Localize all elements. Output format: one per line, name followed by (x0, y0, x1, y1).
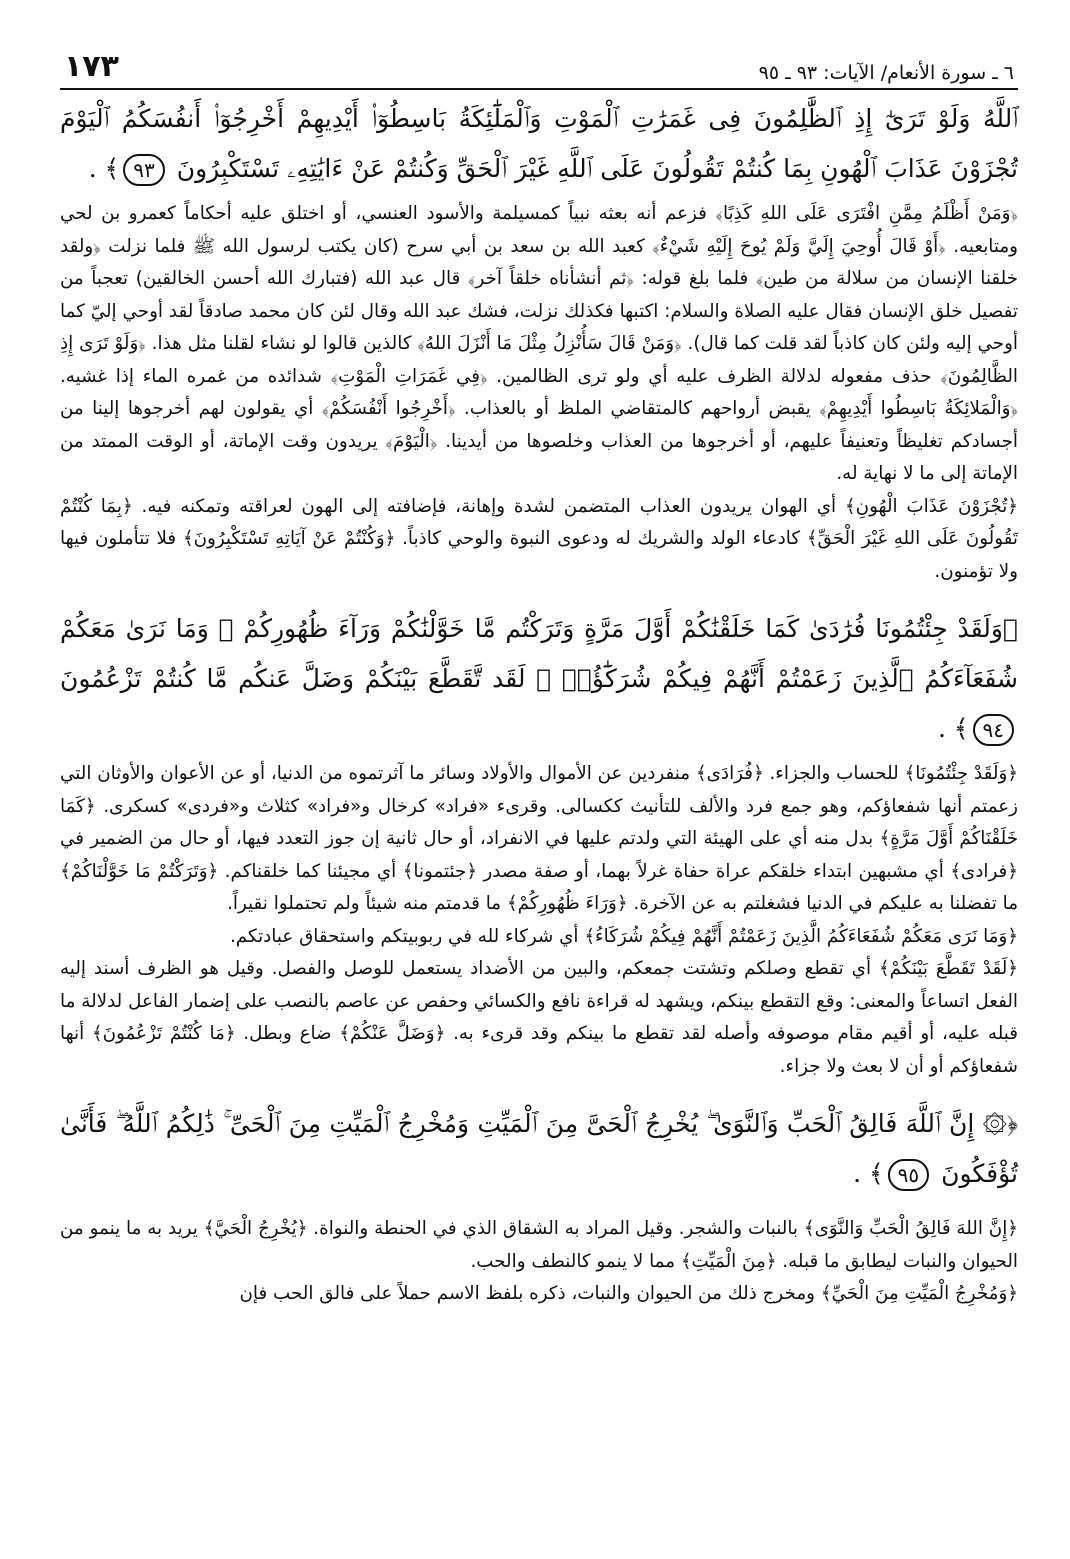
ayah-number: ٩٥ (888, 1159, 929, 1191)
page-number: ١٧٣ (64, 49, 119, 84)
commentary-paragraph: ﴿وَمُخْرِجُ الْمَيِّتِ مِنَ الْحَيِّ﴾ ومخرج ذلك من الحيوان والنبات، ذكره بلفظ الاسم حملاً على فالق الحب فإن (239, 1283, 1018, 1304)
ayah-number: ٩٣ (123, 154, 164, 186)
verse-94 (60, 604, 1018, 754)
verse-close: ﴾ . (88, 154, 120, 183)
commentary-paragraph: ﴿وَمَا نَرَى مَعَكُمْ شُفَعَاءَكُمُ الَّذِينَ زَعَمْتُمْ أَنَّهُمْ فِيكُمْ شُرَكَاءُ﴾ أي شركاء لله في ربوبيتكم واستحقاق عبادتكم. (230, 925, 1018, 947)
verse-close: ﴾ . (937, 714, 969, 743)
verse-text: ٱللَّهُ وَلَوْ تَرَىٰٓ إِذِ ٱلظَّٰلِمُونَ فِى غَمَرَٰتِ ٱلْمَوْتِ وَٱلْمَلَٰٓئِكَةُ بَاسِطُوٓا۟ أَيْدِيهِمْ أَخْرِجُوٓا۟ أَنفُسَكُمُ ٱلْيَوْمَ تُجْزَوْنَ عَذَابَ ٱلْهُونِ بِمَا كُنتُمْ تَقُولُونَ عَلَى ٱللَّهِ غَيْرَ ٱلْحَقِّ وَكُنتُمْ عَنْ ءَايَٰتِهِۦ تَسْتَكْبِرُونَ (60, 104, 1018, 183)
commentary-paragraph: ﴿إِنَّ اللهَ فَالِقُ الْحَبِّ وَالنَّوَى﴾ بالنبات والشجر. وقيل المراد به الشقاق الذي في الحنطة والنواة. ﴿يُخْرِجُ الْحَيَّ﴾ يريد به ما ينمو من الحيوان والنبات ليطابق ما قبله. ﴿مِنَ الْمَيِّتِ﴾ مما لا ينمو كالنطف والحب. (60, 1218, 1018, 1272)
ayah-number: ٩٤ (973, 714, 1014, 746)
commentary-paragraph: ﴿لَقَدْ تَقَطَّعَ بَيْنَكُمْ﴾ أي تقطع وصلكم وتشتت جمعكم، والبين من الأضداد يستعمل للوصل والفصل. وقيل هو الظرف أسند إليه الفعل اتساعاً والمعنى: وقع التقطع بينكم، ويشهد له قراءة نافع والكسائي وحفص عن عاصم بالنصب على إضمار الفاعل لدلالة ما قبله عليه، أو أقيم مقام موصوفه وأصله لقد تقطع ما بينكم وقد قرىء به. ﴿وَضَلَّ عَنْكُمْ﴾ ضاع وبطل. ﴿مَا كُنْتُمْ تَزْعُمُونَ﴾ أنها شفعاؤكم أو أن لا بعث ولا جزاء. (60, 958, 1018, 1077)
verse-95 (60, 1099, 1018, 1199)
verse-text: ﴿وَلَقَدْ جِئْتُمُونَا فُرَٰدَىٰ كَمَا خَلَقْنَٰكُمْ أَوَّلَ مَرَّةٍ وَتَرَكْتُم مَّا خَوَّلْنَٰكُمْ وَرَآءَ ظُهُورِكُمْ ۖ وَمَا نَرَىٰ مَعَكُمْ شُفَعَآءَكُمُ ٱلَّذِينَ زَعَمْتُمْ أَنَّهُمْ فِيكُمْ شُرَكَٰٓؤُا۟ ۚ لَقَد تَّقَطَّعَ بَيْنَكُمْ وَضَلَّ عَنكُم مَّا كُنتُمْ تَزْعُمُونَ (60, 614, 1018, 693)
page-header (60, 48, 1018, 90)
commentary-paragraph: ﴿وَلَقَدْ جِئْتُمُونَا﴾ للحساب والجزاء. ﴿فُرَادَى﴾ منفردين عن الأموال والأولاد وسائر ما آثرتموه من الدنيا، أو عن الأعوان والأوثان التي زعمتم أنها شفعاؤكم، وهو جمع فرد والألف للتأنيث ككسالى. وقرىء «فراد» كرخال و«فراد» كثلاث و«فردى» كسكرى. ﴿كَمَا خَلَقْنَاكُمْ أَوَّلَ مَرَّةٍ﴾ بدل منه أي على الهيئة التي ولدتم عليها في الانفراد، أو حال ثانية إن جوز التعدد فيها، أو حال من الضمير في ﴿فرادى﴾ أي مشبهين ابتداء خلقكم عراة حفاة غرلاً بهما، أو صفة مصدر ﴿جئتمونا﴾ أي مجيئنا كما خلقناكم. ﴿وَتَرَكْتُمْ مَا خَوَّلْنَاكُمْ﴾ ما تفضلنا به عليكم في الدنيا فشغلتم به عن الآخرة. ﴿وَرَاءَ ظُهُورِكُمْ﴾ ما قدمتم منه شيئاً ولم تحتملوا نقيراً. (60, 763, 1018, 914)
verse-93 (60, 94, 1018, 194)
verse-text: ﴿۞ إِنَّ ٱللَّهَ فَالِقُ ٱلْحَبِّ وَٱلنَّوَىٰ ۖ يُخْرِجُ ٱلْحَىَّ مِنَ ٱلْمَيِّتِ وَمُخْرِجُ ٱلْمَيِّتِ مِنَ ٱلْحَىِّ ۚ ذَٰلِكُمُ ٱللَّهُ ۖ فَأَنَّىٰ تُؤْفَكُونَ (60, 1109, 1018, 1188)
commentary-paragraph: ﴿تُجْزَوْنَ عَذَابَ الْهُونِ﴾ أي الهوان يريدون العذاب المتضمن لشدة وإهانة، فإضافته إلى الهون لعراقته وتمكنه فيه. ﴿بِمَا كُنْتُمْ تَقُولُونَ عَلَى اللهِ غَيْرَ الْحَقِّ﴾ كادعاء الولد والشريك له ودعوى النبوة والوحي كاذباً. ﴿وَكُنْتُمْ عَنْ آيَاتِهِ تَسْتَكْبِرُونَ﴾ فلا تتأملون فيها ولا تؤمنون. (60, 495, 1018, 582)
page (60, 48, 1018, 1311)
surah-title: ٦ ـ سورة الأنعام/ الآيات: ٩٣ ـ ٩٥ (758, 62, 1014, 84)
commentary-paragraph: ﴿وَمَنْ أَظْلَمُ مِمَّنِ افْتَرَى عَلَى اللهِ كَذِبًا﴾ فزعم أنه بعثه نبياً كمسيلمة والأسود العنسي، أو اختلق عليه أحكاماً كعمرو بن لحي ومتابعيه. ﴿أَوْ قَالَ أُوحِيَ إِلَيَّ وَلَمْ يُوحَ إِلَيْهِ شَيْءٌ﴾ كعبد الله بن سعد بن أبي سرح (كان يكتب لرسول الله ﷺ فلما نزلت ﴿ولقد خلقنا الإنسان من سلالة من طين﴾ فلما بلغ قوله: ﴿ثم أنشأناه خلقاً آخر﴾ قال عبد الله (فتبارك الله أحسن الخالقين) تعجباً من تفصيل خلق الإنسان فقال عليه الصلاة والسلام: اكتبها فكذلك نزلت، فشك عبد الله وقال لئن كان محمد صادقاً لقد أوحي إليّ كما أوحي إليه ولئن كان كاذباً لقد قلت كما قال). ﴿وَمَنْ قَالَ سَأُنْزِلُ مِثْلَ مَا أَنْزَلَ اللهُ﴾ كالذين قالوا لو نشاء لقلنا مثل هذا. ﴿وَلَوْ تَرَى إِذِ الظَّالِمُونَ﴾ حذف مفعوله لدلالة الظرف عليه أي ولو ترى الظالمين. ﴿فِي غَمَرَاتِ الْمَوْتِ﴾ شدائده من غمره الماء إذا غشيه. ﴿وَالْمَلائِكَةُ بَاسِطُوا أَيْدِيهِمْ﴾ يقبض أرواحهم كالمتقاضي الملظ أو بالعذاب. ﴿أَخْرِجُوا أَنْفُسَكُمْ﴾ أي يقولون لهم أخرجوها إلينا من أجسادكم تغليظاً وتعنيفاً عليهم، أو أخرجوها من العذاب وخلصوها من أيدينا. ﴿الْيَوْمَ﴾ يريدون وقت الإماتة، أو الوقت الممتد من الإماتة إلى ما لا نهاية له. (60, 203, 1018, 484)
verse-close: ﴾ . (853, 1159, 884, 1188)
